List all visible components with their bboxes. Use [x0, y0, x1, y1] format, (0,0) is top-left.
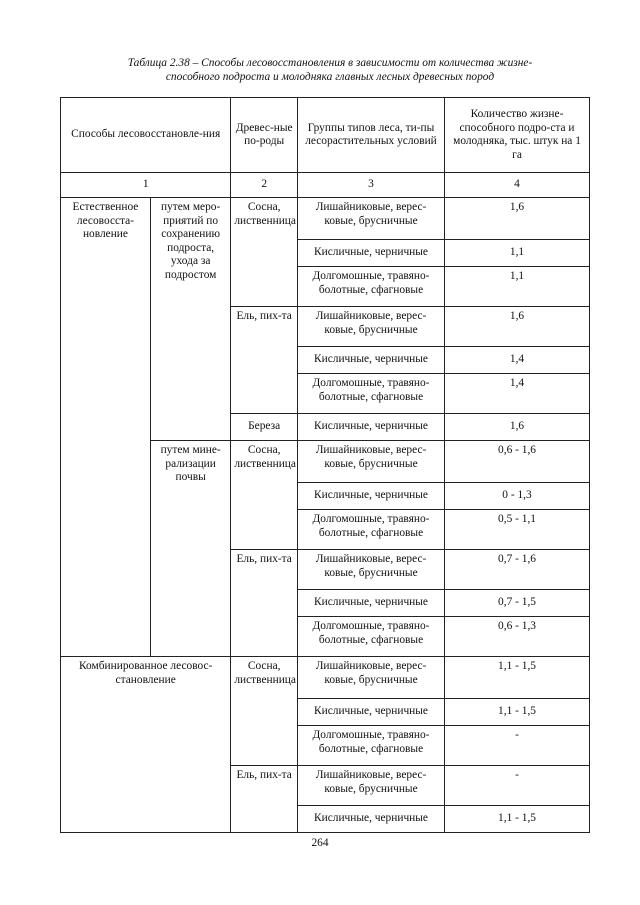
column-number: 2 — [231, 173, 298, 198]
page-number: 264 — [311, 837, 329, 849]
column-number-row — [61, 173, 590, 198]
header-quantity: Количество жизне-способного подро-ста и молодняка, тыс. штук на 1 га — [445, 98, 590, 173]
submethod-soil-mineralization: путем мине-рализации почвы — [150, 441, 230, 657]
method-combined: Комбинированное лесовос-становление — [61, 657, 231, 833]
caption-line-1: Таблица 2.38 – Способы лесовосстановления в зависимости от количества жизне- — [127, 57, 533, 69]
quantity-value: 1,1 - 1,5 — [445, 657, 590, 699]
species-spruce-fir: Ель, пих-та — [231, 766, 298, 833]
forest-group-sour: Кисличные, черничные — [297, 483, 444, 510]
quantity-value: 1,1 — [445, 240, 590, 267]
forest-group-longmoss: Долгомошные, травяно-болотные, сфагновые — [297, 374, 444, 414]
forest-group-longmoss: Долгомошные, травяно-болотные, сфагновые — [297, 617, 444, 657]
quantity-value: 0,7 - 1,6 — [445, 550, 590, 590]
quantity-value: 0 - 1,3 — [445, 483, 590, 510]
column-number: 1 — [61, 173, 231, 198]
column-number: 3 — [297, 173, 444, 198]
header-species: Древес-ные по-роды — [231, 98, 298, 173]
forest-group-sour: Кисличные, черничные — [297, 240, 444, 267]
quantity-value: 0,6 - 1,3 — [445, 617, 590, 657]
forest-group-sour: Кисличные, черничные — [297, 590, 444, 617]
quantity-value: 1,1 - 1,5 — [445, 806, 590, 833]
method-natural: Естественное лесовосста-новление — [61, 198, 151, 657]
header-methods: Способы лесовосстановле-ния — [61, 98, 231, 173]
quantity-value: 1,1 - 1,5 — [445, 699, 590, 726]
species-birch: Береза — [231, 414, 298, 441]
quantity-value: 1,1 — [445, 267, 590, 307]
quantity-value: - — [445, 766, 590, 806]
species-spruce-fir: Ель, пих-та — [231, 307, 298, 414]
forest-group-sour: Кисличные, черничные — [297, 699, 444, 726]
caption-line-2: способного подроста и молодняка главных лесных древесных пород — [165, 71, 495, 83]
table-row — [61, 198, 590, 240]
species-pine-larch: Сосна, лиственница — [231, 198, 298, 307]
forest-group-longmoss: Долгомошные, травяно-болотные, сфагновые — [297, 510, 444, 550]
header-forest-groups: Группы типов леса, ти-пы лесорастительных условий — [297, 98, 444, 173]
quantity-value: 1,4 — [445, 374, 590, 414]
forest-group-lichen: Лишайниковые, верес-ковые, брусничные — [297, 198, 444, 240]
quantity-value: 1,6 — [445, 198, 590, 240]
submethod-preserve-undergrowth: путем меро-приятий по сохранению подроста, ухода за подростом — [150, 198, 230, 441]
quantity-value: 1,6 — [445, 414, 590, 441]
forest-group-lichen: Лишайниковые, верес-ковые, брусничные — [297, 550, 444, 590]
forest-group-lichen: Лишайниковые, верес-ковые, брусничные — [297, 441, 444, 483]
table-caption — [60, 56, 600, 84]
forest-group-sour: Кисличные, черничные — [297, 806, 444, 833]
forest-group-sour: Кисличные, черничные — [297, 347, 444, 374]
quantity-value: 0,5 - 1,1 — [445, 510, 590, 550]
species-pine-larch: Сосна, лиственница — [231, 657, 298, 766]
forest-group-longmoss: Долгомошные, травяно-болотные, сфагновые — [297, 267, 444, 307]
column-number: 4 — [445, 173, 590, 198]
quantity-value: 0,6 - 1,6 — [445, 441, 590, 483]
forest-group-lichen: Лишайниковые, верес-ковые, брусничные — [297, 307, 444, 347]
table-row — [61, 657, 590, 699]
table-header-row — [61, 98, 590, 173]
quantity-value: 0,7 - 1,5 — [445, 590, 590, 617]
quantity-value: - — [445, 726, 590, 766]
forest-group-lichen: Лишайниковые, верес-ковые, брусничные — [297, 657, 444, 699]
forest-group-lichen: Лишайниковые, верес-ковые, брусничные — [297, 766, 444, 806]
quantity-value: 1,4 — [445, 347, 590, 374]
species-spruce-fir: Ель, пих-та — [231, 550, 298, 657]
species-pine-larch: Сосна, лиственница — [231, 441, 298, 550]
forest-group-sour: Кисличные, черничные — [297, 414, 444, 441]
reforestation-table — [60, 97, 590, 833]
forest-group-longmoss: Долгомошные, травяно-болотные, сфагновые — [297, 726, 444, 766]
quantity-value: 1,6 — [445, 307, 590, 347]
